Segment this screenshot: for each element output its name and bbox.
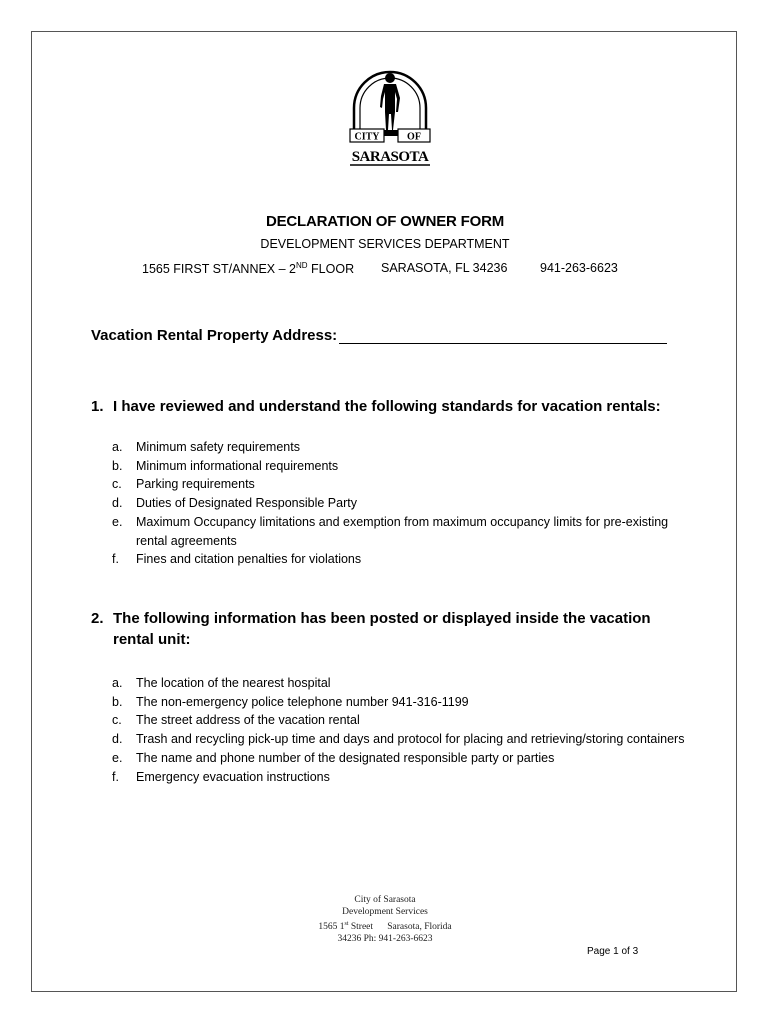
section-2-heading: 2. The following information has been posted or displayed inside the vacation rental unit:	[91, 610, 651, 648]
footer-line: Development Services	[342, 907, 428, 917]
list-item: c. Parking requirements	[112, 477, 255, 492]
section-2-list	[112, 674, 692, 786]
footer-line: City of Sarasota	[354, 895, 416, 905]
list-item: c. The street address of the vacation rental	[112, 713, 360, 728]
list-item: b. The non-emergency police telephone number 941-316-1199	[112, 694, 469, 709]
list-item: a. Minimum safety requirements	[112, 440, 300, 454]
department-city-state: SARASOTA, FL 34236	[381, 261, 508, 275]
logo-sarasota-text: SARASOTA	[351, 149, 429, 165]
footer-line: 1565 1st Street Sarasota, Florida	[318, 921, 452, 933]
city-of-sarasota-logo	[340, 68, 440, 174]
department-name: DEVELOPMENT SERVICES DEPARTMENT	[260, 237, 510, 251]
list-item: f. Fines and citation penalties for violations	[112, 552, 362, 567]
list-item: e. The name and phone number of the designated responsible party or parties	[112, 750, 555, 765]
list-item: f. Emergency evacuation instructions	[112, 769, 330, 784]
list-item: d. Duties of Designated Responsible Party	[112, 496, 357, 511]
logo-city-text: CITY	[354, 131, 380, 143]
property-address-field	[91, 327, 667, 344]
section-1-heading: 1. I have reviewed and understand the following standards for vacation rentals:	[91, 398, 661, 415]
department-address: 1565 FIRST ST/ANNEX – 2ND FLOOR	[142, 261, 355, 277]
list-item: e. Maximum Occupancy limitations and exemption from maximum occupancy limits for pre-existing rental agreements	[112, 514, 669, 548]
property-address-blank[interactable]	[339, 329, 667, 344]
page-footer	[0, 894, 770, 945]
department-phone: 941-263-6623	[540, 261, 618, 275]
property-address-label: Vacation Rental Property Address:	[91, 327, 338, 344]
logo-of-text: OF	[407, 131, 421, 143]
list-item: a. The location of the nearest hospital	[112, 676, 331, 690]
list-item: b. Minimum informational requirements	[112, 458, 339, 473]
footer-line: 34236 Ph: 941-263-6623	[337, 934, 433, 945]
page-number: Page 1 of 3	[587, 946, 639, 957]
form-title: DECLARATION OF OWNER FORM	[265, 213, 505, 230]
section-1-list	[112, 438, 692, 569]
list-item: d. Trash and recycling pick-up time and days and protocol for placing and retrieving/storing containers	[112, 732, 685, 747]
